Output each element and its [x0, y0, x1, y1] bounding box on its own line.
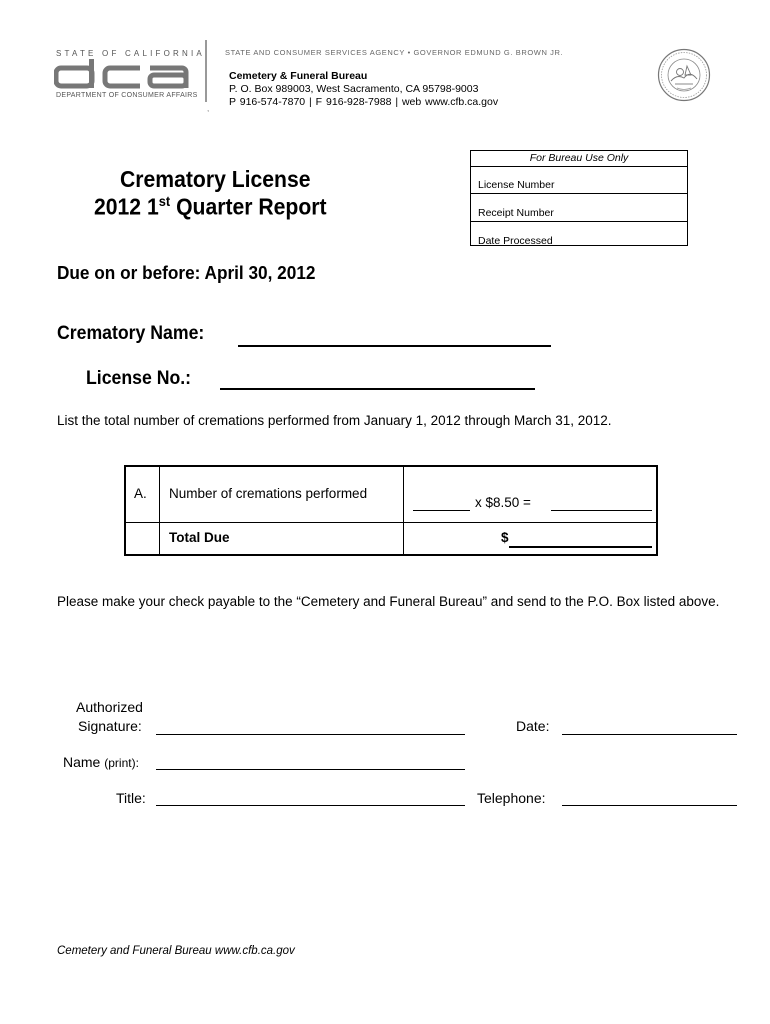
due-date: Due on or before: April 30, 2012	[57, 262, 316, 283]
divider	[471, 166, 687, 167]
telephone-field[interactable]	[562, 805, 737, 806]
total-due-field[interactable]	[509, 546, 652, 548]
table-divider	[126, 522, 656, 523]
payment-instructions: Please make your check payable to the “Cemetery and Funeral Bureau” and send to the P.O. Box listed above.	[57, 594, 720, 609]
state-of-california-text: STATE OF CALIFORNIA	[56, 49, 205, 58]
receipt-number-field[interactable]: Receipt Number	[478, 207, 554, 219]
date-label: Date:	[516, 718, 550, 734]
subtitle-year: 2012 1	[94, 193, 159, 220]
header-divider	[205, 40, 207, 102]
instructions-text: List the total number of cremations performed from January 1, 2012 through March 31, 2012.	[57, 413, 612, 428]
date-field[interactable]	[562, 734, 737, 735]
crematory-name-field[interactable]	[238, 345, 551, 347]
fee-rate-text: x $8.50 =	[475, 495, 531, 510]
report-subtitle	[94, 193, 327, 221]
date-processed-field[interactable]: Date Processed	[478, 235, 553, 247]
row-a-amount-field[interactable]	[551, 510, 652, 511]
subtitle-rest: Quarter Report	[170, 193, 327, 220]
agency-governor-text: STATE AND CONSUMER SERVICES AGENCY • GOVERNOR EDMUND G. BROWN JR.	[225, 48, 564, 57]
bureau-use-box	[470, 150, 688, 246]
row-a-label: Number of cremations performed	[169, 486, 368, 501]
signature-label: Signature:	[78, 718, 142, 734]
dca-logo-text: dca	[54, 58, 56, 59]
dollar-sign: $	[501, 530, 509, 545]
name-label-text: Name	[63, 754, 101, 770]
footer-text: Cemetery and Funeral Bureau www.cfb.ca.gov	[57, 945, 295, 957]
bureau-contact: P 916-574-7870 | F 916-928-7988 | web www.cfb.ca.gov	[229, 96, 499, 108]
telephone-label: Telephone:	[477, 790, 546, 806]
title-label: Title:	[116, 790, 146, 806]
license-no-label: License No.:	[86, 368, 192, 389]
license-number-field[interactable]: License Number	[478, 179, 555, 191]
crematory-name-label: Crematory Name:	[57, 323, 205, 344]
dca-logo	[54, 58, 190, 90]
name-print-text: (print):	[104, 756, 139, 770]
license-no-field[interactable]	[220, 388, 535, 390]
divider-mark: ,	[207, 104, 210, 113]
california-state-seal-icon	[657, 48, 711, 102]
table-divider	[403, 467, 404, 554]
bureau-address: P. O. Box 989003, West Sacramento, CA 95798-9003	[229, 83, 479, 95]
report-title: Crematory License	[120, 166, 311, 192]
bureau-use-header: For Bureau Use Only	[529, 152, 629, 164]
row-a-letter: A.	[134, 486, 147, 501]
authorized-label: Authorized	[76, 699, 143, 715]
bureau-name: Cemetery & Funeral Bureau	[229, 70, 368, 82]
table-divider	[159, 467, 160, 554]
name-label	[63, 754, 139, 770]
total-due-label: Total Due	[169, 530, 230, 545]
title-field[interactable]	[156, 805, 465, 806]
department-text: DEPARTMENT OF CONSUMER AFFAIRS	[56, 92, 198, 99]
divider	[471, 193, 687, 194]
signature-field[interactable]	[156, 734, 465, 735]
name-print-field[interactable]	[156, 769, 465, 770]
cremation-count-field[interactable]	[413, 510, 470, 511]
cremation-fee-table	[124, 465, 658, 556]
subtitle-ordinal: st	[158, 193, 171, 209]
divider	[471, 221, 687, 222]
